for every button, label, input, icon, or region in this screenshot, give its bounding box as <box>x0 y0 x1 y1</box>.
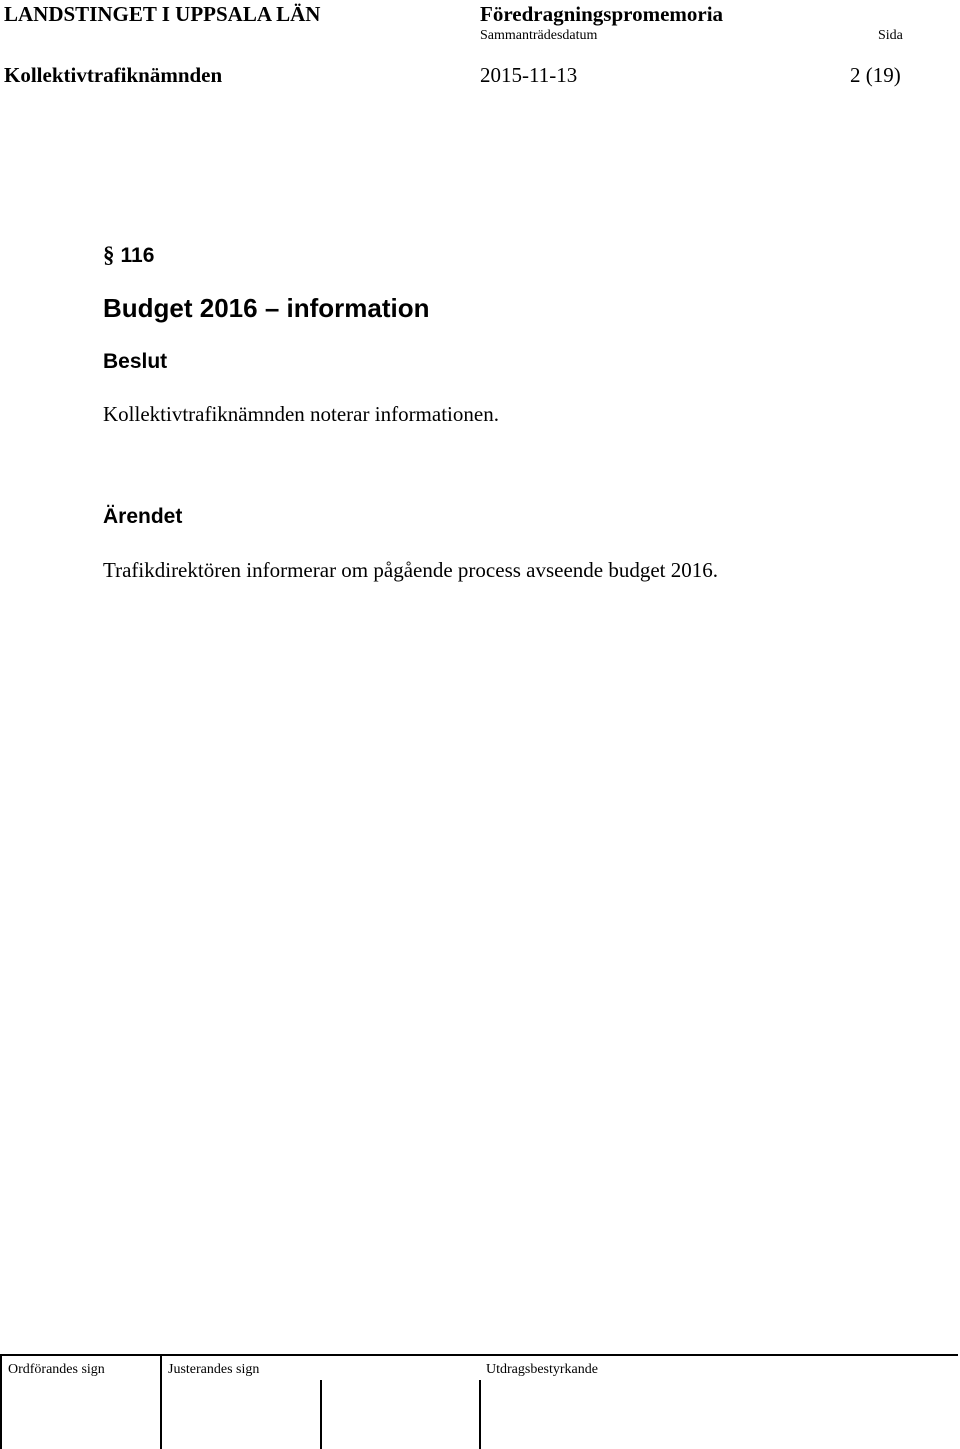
extract-certification-label: Utdragsbestyrkande <box>486 1362 598 1377</box>
decision-text: Kollektivtrafiknämnden noterar informationen. <box>103 402 499 426</box>
matter-heading: Ärendet <box>103 505 183 528</box>
item-title: Budget 2016 – information <box>103 293 430 323</box>
decision-heading: Beslut <box>103 350 168 373</box>
committee-name: Kollektivtrafiknämnden <box>4 63 223 87</box>
chair-sign-label: Ordförandes sign <box>8 1362 105 1377</box>
paragraph-symbol: § <box>103 242 115 267</box>
matter-text: Trafikdirektören informerar om pågående process avseende budget 2016. <box>103 558 719 582</box>
page-number: 2 (19) <box>850 63 901 87</box>
meeting-date: 2015-11-13 <box>480 63 578 87</box>
signature-divider <box>479 1380 481 1449</box>
signature-divider <box>0 1354 2 1449</box>
adjuster-sign-label: Justerandes sign <box>168 1362 260 1377</box>
signature-divider <box>320 1380 322 1449</box>
meeting-date-label: Sammanträdesdatum <box>480 28 598 43</box>
signature-box-top-border <box>0 1354 958 1356</box>
paragraph-number <box>103 242 154 268</box>
organization-name: LANDSTINGET I UPPSALA LÄN <box>4 2 321 26</box>
signature-divider <box>160 1354 162 1449</box>
document-type: Föredragningspromemoria <box>480 2 724 26</box>
paragraph-number-value: 116 <box>120 244 155 267</box>
page-label: Sida <box>878 28 903 43</box>
